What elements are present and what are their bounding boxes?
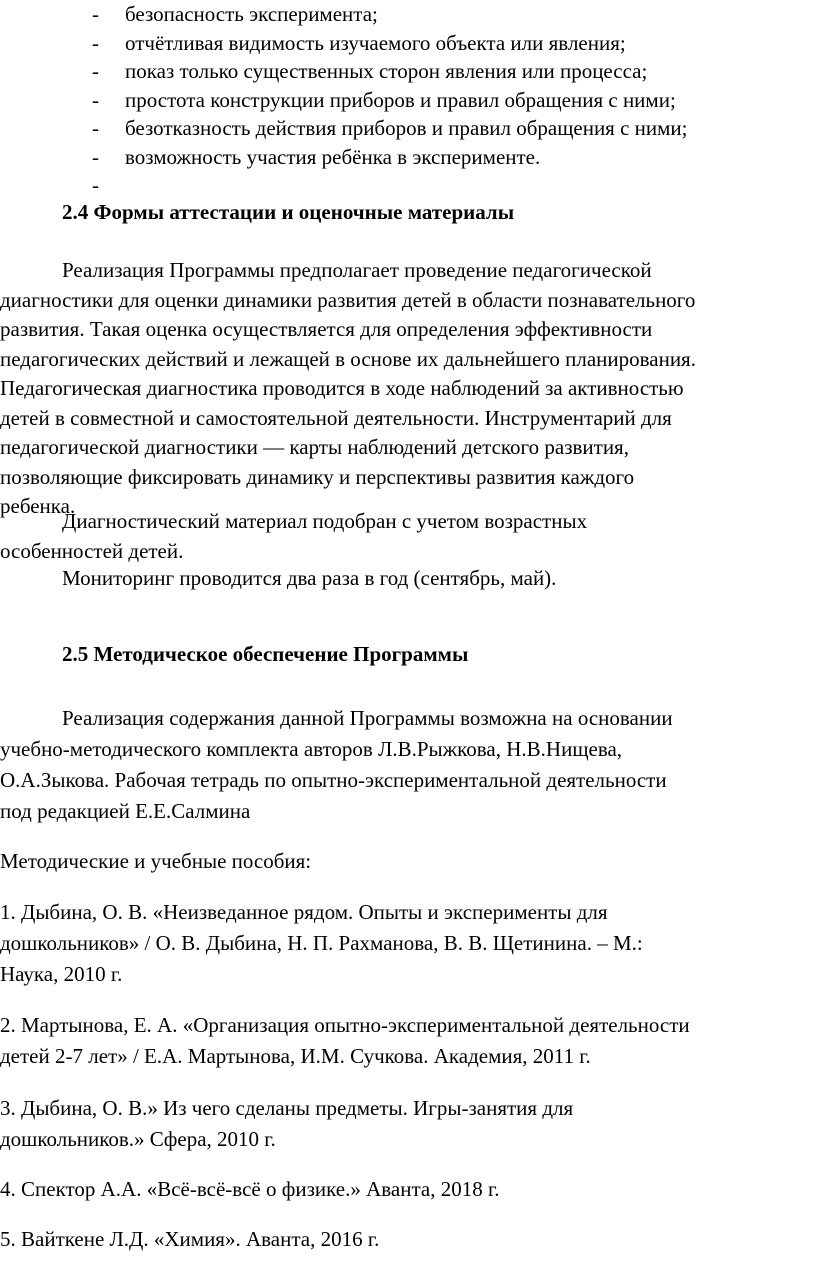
bullet-dash: - [92, 30, 99, 55]
text-line: Диагностический материал подобран с учетом возрастных [62, 509, 588, 533]
bullet-dash: - [92, 116, 99, 140]
text-line: диагностики для оценки динамики развития детей в области познавательного [0, 287, 696, 312]
bullet-dash: - [92, 173, 99, 197]
bullet-dash: - [92, 144, 99, 169]
list-item [92, 143, 688, 172]
text-line: учебно-методического комплекта авторов Л.В.Рыжкова, Н.В.Нищева, [0, 737, 623, 761]
list-item [92, 29, 688, 58]
text-line: педагогических действий и лежащей в основе их дальнейшего планирования. [0, 346, 696, 371]
requirements-list [92, 0, 688, 200]
list-item [92, 171, 688, 200]
list-item [92, 0, 688, 29]
list-item [92, 86, 688, 115]
section-2-4-paragraph-1 [0, 256, 816, 522]
list-item-text: отчётливая видимость изучаемого объекта или явления; [125, 30, 626, 55]
text-line: под редакцией Е.Е.Салмина [0, 799, 251, 823]
list-item-text: простота конструкции приборов и правил обращения с ними; [125, 87, 676, 112]
bullet-dash: - [92, 2, 99, 26]
reference-item-4 [0, 1174, 499, 1204]
section-2-4-paragraph-2 [0, 507, 816, 566]
section-heading-2-5: 2.5 Методическое обеспечение Программы [62, 642, 469, 666]
text-line: О.А.Зыкова. Рабочая тетрадь по опытно-экспериментальной деятельности [0, 768, 667, 792]
text-line: Наука, 2010 г. [0, 962, 123, 986]
list-item [92, 114, 688, 143]
text-line: 2. Мартынова, Е. А. «Организация опытно-экспериментальной деятельности [0, 1013, 690, 1037]
text-line: позволяющие фиксировать динамику и перспективы развития каждого [0, 464, 635, 489]
list-item-text: показ только существенных сторон явления или процесса; [125, 59, 648, 83]
bullet-dash: - [92, 87, 99, 112]
text-line: дошкольников» / О. В. Дыбина, Н. П. Рахманова, В. В. Щетинина. – М.: [0, 931, 643, 955]
text-line: ребенка. [0, 494, 76, 518]
aids-title [0, 846, 311, 876]
reference-item-5 [0, 1224, 379, 1254]
list-item-text: безотказность действия приборов и правил обращения с ними; [125, 116, 688, 140]
text-line: Педагогическая диагностика проводится в ходе наблюдений за активностью [0, 376, 684, 400]
text-line: развития. Такая оценка осуществляется для определения эффективности [0, 317, 653, 341]
text-line: 3. Дыбина, О. В.» Из чего сделаны предметы. Игры-занятия для [0, 1096, 574, 1120]
text-line: дошкольников.» Сфера, 2010 г. [0, 1127, 276, 1151]
text-line: Мониторинг проводится два раза в год (сентябрь, май). [62, 566, 557, 590]
list-item-text: безопасность эксперимента; [125, 2, 378, 26]
reference-item-1 [0, 897, 643, 990]
section-2-4-paragraph-3 [0, 564, 816, 594]
reference-item-2 [0, 1010, 690, 1072]
text-line: Реализация содержания данной Программы возможна на основании [62, 706, 673, 730]
bullet-dash: - [92, 59, 99, 83]
text-line: детей 2-7 лет» / Е.А. Мартынова, И.М. Сучкова. Академия, 2011 г. [0, 1044, 591, 1068]
text-line: 4. Спектор А.А. «Всё-всё-всё о физике.» Аванта, 2018 г. [0, 1177, 500, 1201]
text-line: 5. Вайткене Л.Д. «Химия». Аванта, 2016 г. [0, 1227, 380, 1251]
list-item-text: возможность участия ребёнка в эксперименте. [125, 144, 541, 169]
reference-item-3 [0, 1093, 573, 1155]
section-2-5-paragraph-1 [0, 703, 816, 827]
text-line: педагогической диагностики — карты наблюдений детского развития, [0, 435, 629, 459]
text-line: 1. Дыбина, О. В. «Неизведанное рядом. Опыты и эксперименты для [0, 900, 608, 924]
text-line: детей в совместной и самостоятельной деятельности. Инструментарий для [0, 405, 672, 430]
list-item [92, 57, 688, 86]
text-line: Методические и учебные пособия: [0, 849, 312, 873]
text-line: Реализация Программы предполагает проведение педагогической [62, 258, 652, 282]
text-line: особенностей детей. [0, 538, 184, 563]
section-heading-2-4: 2.4 Формы аттестации и оценочные материалы [62, 200, 515, 224]
